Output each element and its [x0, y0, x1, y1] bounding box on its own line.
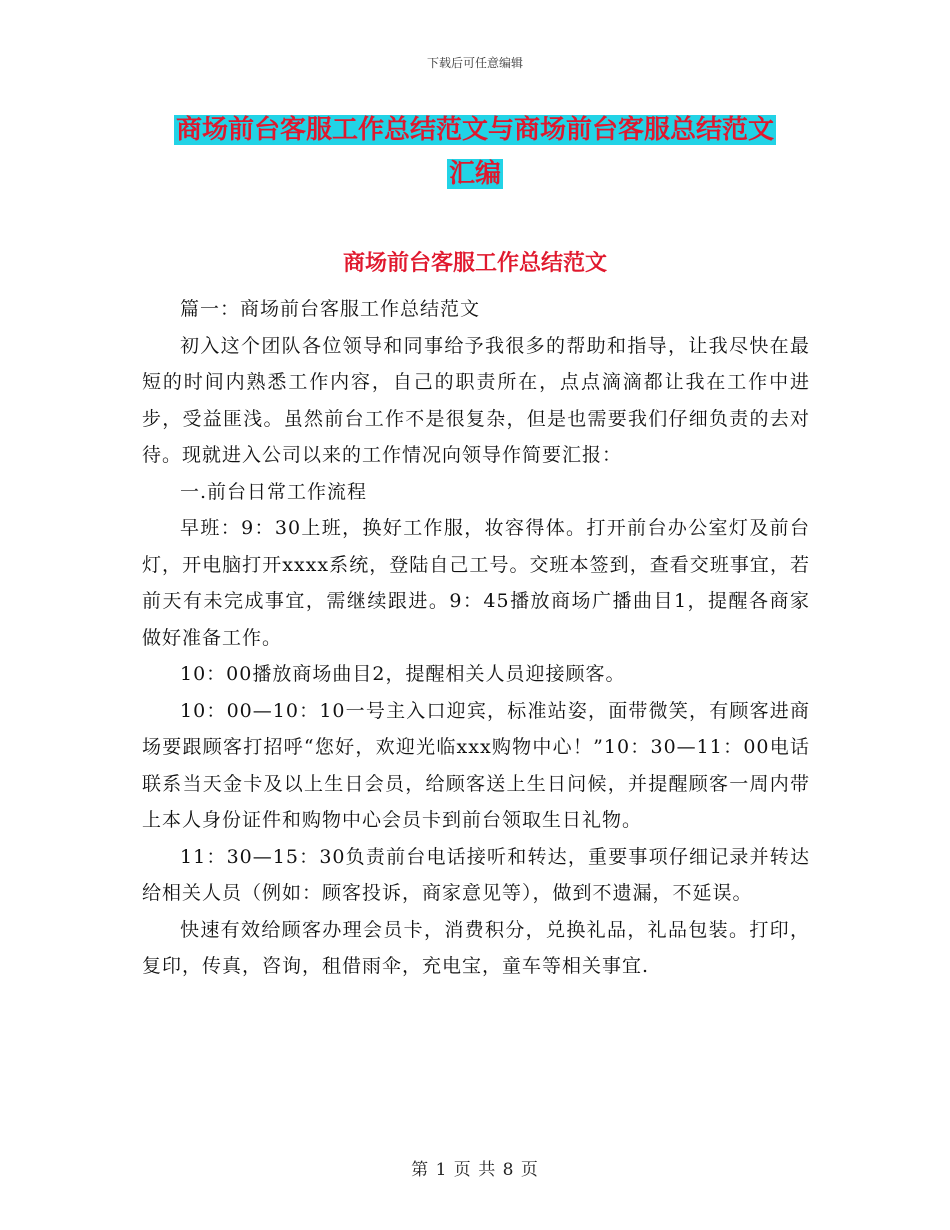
document-body [142, 291, 810, 985]
paragraph: 11：30—15：30负责前台电话接听和转达，重要事项仔细记录并转达给相关人员（例如：顾客投诉，商家意见等），做到不遗漏，不延误。 [142, 845, 810, 904]
document-title-line-1: 商场前台客服工作总结范文与商场前台客服总结范文 [175, 115, 774, 145]
paragraph: 初入这个团队各位领导和同事给予我很多的帮助和指导，让我尽快在最短的时间内熟悉工作内容，自己的职责所在，点点滴滴都让我在工作中进步，受益匪浅。虽然前台工作不是很复杂，但是也需要我们仔细负责的去对待。现就进入公司以来的工作情况向领导作简要汇报： [142, 334, 810, 466]
header-note: 下载后可任意编辑 [426, 56, 523, 70]
section-title: 商场前台客服工作总结范文 [342, 251, 607, 276]
document-title [0, 108, 950, 196]
paragraph: 10：00—10：10一号主入口迎宾，标准站姿，面带微笑，有顾客进商场要跟顾客打招呼“您好，欢迎光临xxx购物中心！”10：30—11：00电话联系当天金卡及以上生日会员，给顾客送上生日问候，并提醒顾客一周内带上本人身份证件和购物中心会员卡到前台领取生日礼物。 [142, 699, 810, 831]
paragraph: 快速有效给顾客办理会员卡，消费积分，兑换礼品，礼品包装。打印，复印，传真，咨询，租借雨伞，充电宝，童车等相关事宜. [142, 918, 810, 977]
page-number: 第 1 页 共 8 页 [411, 1160, 539, 1180]
paragraph: 一.前台日常工作流程 [180, 480, 368, 503]
paragraph: 早班：9：30上班，换好工作服，妆容得体。打开前台办公室灯及前台灯，开电脑打开xxxx系统，登陆自己工号。交班本签到，查看交班事宜，若前天有未完成事宜，需继续跟进。9：45播放商场广播曲目1，提醒各商家做好准备工作。 [142, 517, 810, 649]
paragraph: 篇一：商场前台客服工作总结范文 [180, 298, 481, 320]
paragraph: 10：00播放商场曲目2，提醒相关人员迎接顾客。 [180, 663, 626, 685]
document-title-line-2: 汇编 [448, 159, 501, 189]
